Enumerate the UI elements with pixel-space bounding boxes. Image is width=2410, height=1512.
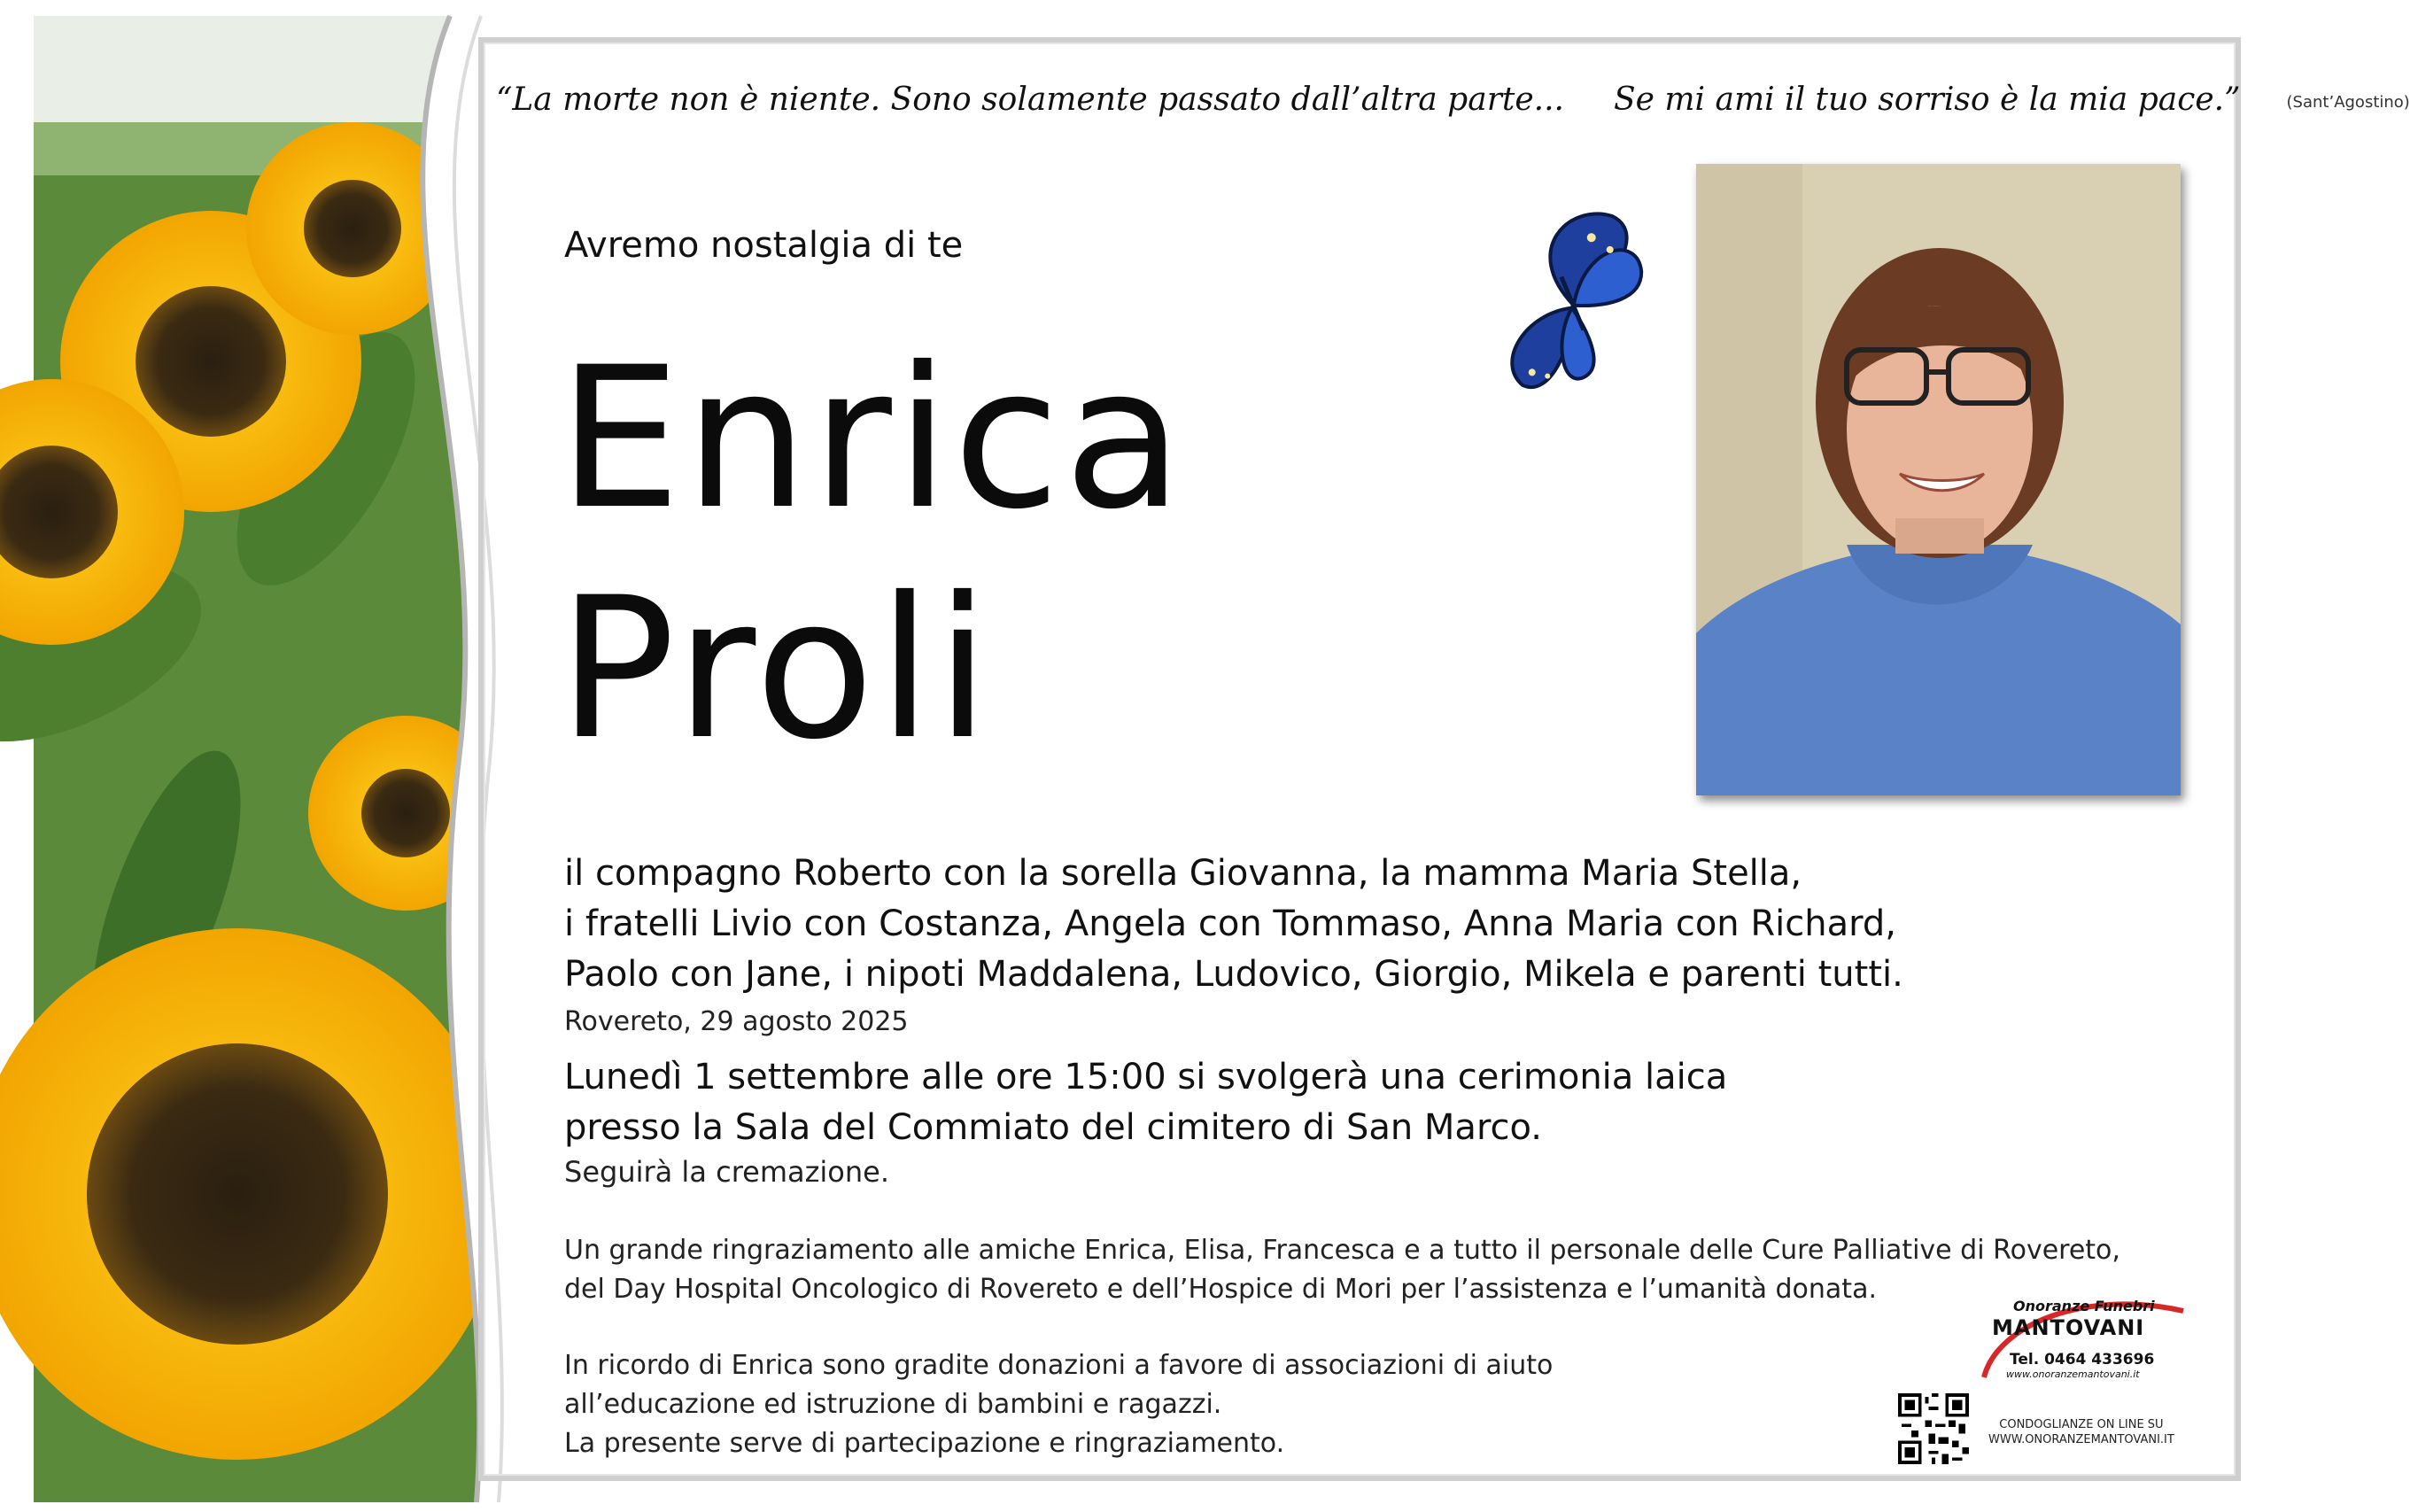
quote-part-2: Se mi ami il tuo sorriso è la mia pace.” <box>1614 81 2241 118</box>
logo-phone: Tel. 0464 433696 <box>2010 1351 2155 1369</box>
donation-line-1: In ricordo di Enrica sono gradite donazioni a favore di associazioni di aiuto <box>564 1350 1554 1381</box>
deceased-last-name: Proli <box>558 555 994 782</box>
qr-code-icon[interactable] <box>1898 1393 1969 1464</box>
logo-name: MANTOVANI <box>1992 1315 2145 1340</box>
ceremony-line-2: presso la Sala del Commiato del cimitero di San Marco. <box>564 1107 1542 1148</box>
thanks-line-1: Un grande ringraziamento alle amiche Enrica, Elisa, Francesca e a tutto il personale delle Cure Palliative di Rovereto, <box>564 1235 2120 1266</box>
ceremony-text <box>564 1052 1727 1153</box>
logo-subtitle: Onoranze Funebri <box>2013 1298 2155 1314</box>
family-text <box>564 849 1903 1000</box>
intro-text: Avremo nostalgia di te <box>564 225 964 266</box>
condolences-link[interactable]: WWW.ONORANZEMANTOVANI.IT <box>1988 1433 2174 1446</box>
family-line-3: Paolo con Jane, i nipoti Maddalena, Ludovico, Giorgio, Mikela e parenti tutti. <box>564 954 1903 995</box>
donation-line-3: La presente serve di partecipazione e ringraziamento. <box>564 1428 1285 1459</box>
family-line-2: i fratelli Livio con Costanza, Angela con Tommaso, Anna Maria con Richard, <box>564 903 1896 944</box>
quote-part-1: “La morte non è niente. Sono solamente passato dall’altra parte... <box>496 81 1564 118</box>
donations-text <box>564 1346 1553 1463</box>
condolences-line-1: CONDOGLIANZE ON LINE SU <box>1999 1418 2164 1431</box>
thanks-text <box>564 1231 2120 1309</box>
quote <box>496 81 2410 118</box>
deceased-first-name: Enrica <box>558 325 1187 552</box>
thanks-line-2: del Day Hospital Oncologico di Rovereto e dell’Hospice di Mori per l’assistenza e l’umanità donata. <box>564 1274 1877 1305</box>
logo-website: www.onoranzemantovani.it <box>2006 1369 2140 1380</box>
funeral-home-logo <box>1980 1289 2197 1386</box>
sunflower-image <box>34 16 512 1502</box>
donation-line-2: all’educazione ed istruzione di bambini e ragazzi. <box>564 1389 1222 1420</box>
ceremony-line-1: Lunedì 1 settembre alle ore 15:00 si svolgerà una cerimonia laica <box>564 1057 1728 1097</box>
quote-author: (Sant’Agostino) <box>2286 92 2410 112</box>
date-place: Rovereto, 29 agosto 2025 <box>564 1006 909 1037</box>
portrait-photo <box>1696 164 2181 795</box>
family-line-1: il compagno Roberto con la sorella Giovanna, la mamma Maria Stella, <box>564 853 1802 894</box>
butterfly-icon <box>1470 199 1674 403</box>
cremation-note: Seguirà la cremazione. <box>564 1155 890 1189</box>
condolences-note <box>1988 1417 2174 1447</box>
